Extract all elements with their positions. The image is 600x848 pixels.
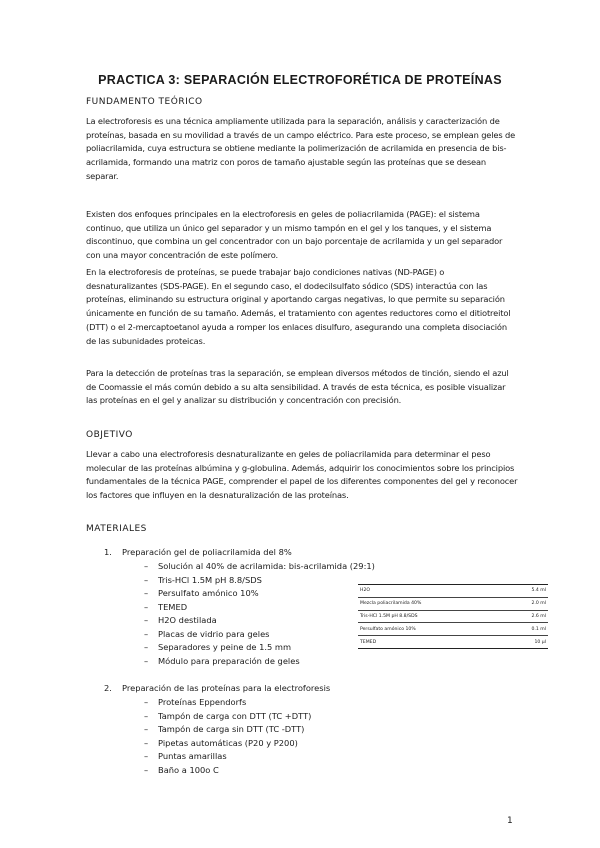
paragraph: Existen dos enfoques principales en la electroforesis en geles de poliacrilamida (PAGE): el sistema continuo, que utiliza un único gel separador y un mismo tampón en el gel y los tanques, y el sistema discontinuo, que combina un gel concentrador con un bajo porcentaje de acrilamida y un gel separador con una mayor concentración de este polímero. xyxy=(86,209,503,261)
dash: – xyxy=(144,764,149,775)
list-label: Preparación de las proteínas para la electroforesis xyxy=(122,683,331,693)
reagent: TEMED xyxy=(358,636,514,649)
table-row xyxy=(358,585,548,598)
sublist-item xyxy=(144,764,311,778)
dash: – xyxy=(144,642,149,652)
page-number: 1 xyxy=(507,816,513,826)
dash: – xyxy=(144,601,149,612)
table-row xyxy=(358,610,548,623)
paragraph: Para la detección de proteínas tras la separación, se emplean diversos métodos de tinción, siendo el azul de Coomassie el más común debido a su alta sensibilidad. A través de esta técnica, es posible visualizar las proteínas en el gel y analizar su distribución y concentración con precisión. xyxy=(86,368,509,406)
reagent: H2O xyxy=(358,585,514,598)
sublist-item-text: Placas de vidrio para geles xyxy=(158,628,270,639)
sublist-item xyxy=(144,587,375,601)
sublist-item-text: Baño a 100o C xyxy=(158,764,219,775)
reagent: Persulfato amónico 10% xyxy=(358,623,514,636)
volume: 2.6 ml xyxy=(514,610,548,623)
sublist-item xyxy=(144,710,311,724)
sublist-item-text: Pipetas automáticas (P20 y P200) xyxy=(158,737,298,748)
dash: – xyxy=(144,724,149,734)
dash: – xyxy=(144,655,149,666)
sublist-item-text: H2O destilada xyxy=(158,615,217,625)
list-item xyxy=(104,546,292,560)
volume: 2.0 ml xyxy=(514,597,548,610)
table-row xyxy=(358,636,548,649)
sublist-item-text: Puntas amarillas xyxy=(158,751,227,761)
dash: – xyxy=(144,710,149,721)
list-number: 2. xyxy=(104,683,112,693)
table-row xyxy=(358,597,548,610)
dash: – xyxy=(144,697,149,707)
sublist-item-text: TEMED xyxy=(158,601,188,612)
table-row xyxy=(358,623,548,636)
sublist-item xyxy=(144,655,375,669)
dash: – xyxy=(144,737,149,748)
sublist-item-text: Persulfato amónico 10% xyxy=(158,588,259,598)
sublist-item-text: Separadores y peine de 1.5 mm xyxy=(158,642,292,652)
gel-recipe-table xyxy=(358,584,548,649)
sublist-item xyxy=(144,574,375,588)
dash: – xyxy=(144,574,149,585)
volume: 5.4 ml xyxy=(514,585,548,598)
sublist-item xyxy=(144,737,311,751)
sublist-item-text: Módulo para preparación de geles xyxy=(158,655,300,666)
dash: – xyxy=(144,615,149,625)
paragraph: En la electroforesis de proteínas, se puede trabajar bajo condiciones nativas (ND-PAGE) o desnaturalizantes (SDS-PAGE). En el segundo caso, el dodecilsulfato sódico (SDS) interactúa con las proteínas, eliminando su estructura original y aportando cargas negativas, lo que permite su separación únicamente en función de su tamaño. Además, el tratamiento con agentes reductores como el ditiotreitol (DTT) o el 2-mercaptoetanol ayuda a romper los enlaces disulfuro, asegurando una completa disociación de las subunidades proteicas. xyxy=(86,267,511,346)
list-label: Preparación gel de poliacrilamida del 8% xyxy=(122,547,292,557)
sublist-item xyxy=(144,628,375,642)
paragraph: Llevar a cabo una electroforesis desnaturalizante en geles de poliacrilamida para determinar el peso molecular de las proteínas albúmina y g-globulina. Además, adquirir los conocimientos sobre los principios fundamentales de la técnica PAGE, comprender el papel de los diferentes componentes del gel y reconocer los factores que influyen en la desnaturalización de las proteínas. xyxy=(86,449,518,501)
sublist xyxy=(144,560,375,668)
sublist-item-text: Solución al 40% de acrilamida: bis-acrilamida (29:1) xyxy=(158,561,375,571)
volume: 10 µl xyxy=(514,636,548,649)
dash: – xyxy=(144,588,149,598)
sublist-item-text: Tampón de carga con DTT (TC +DTT) xyxy=(158,710,312,721)
page-title: PRACTICA 3: SEPARACIÓN ELECTROFORÉTICA DE PROTEÍNAS xyxy=(98,73,502,87)
list-number: 1. xyxy=(104,547,112,557)
reagent: Mezcla poliacrilamida 40% xyxy=(358,597,514,610)
list-item xyxy=(104,682,330,696)
sublist-item xyxy=(144,641,375,655)
sublist-item-text: Tris-HCl 1.5M pH 8.8/SDS xyxy=(158,574,262,585)
heading-fundamento: FUNDAMENTO TEÓRICO xyxy=(86,97,203,107)
reagent: Tris-HCl 1.5M pH 8.8/SDS xyxy=(358,610,514,623)
volume: 0.1 ml xyxy=(514,623,548,636)
sublist-item xyxy=(144,750,311,764)
sublist-item xyxy=(144,614,375,628)
sublist-item-text: Tampón de carga sin DTT (TC -DTT) xyxy=(158,724,305,734)
dash: – xyxy=(144,561,149,571)
sublist-item xyxy=(144,560,375,574)
sublist-item xyxy=(144,723,311,737)
sublist-item-text: Proteínas Eppendorfs xyxy=(158,697,247,707)
heading-materiales: MATERIALES xyxy=(86,524,147,534)
heading-objetivo: OBJETIVO xyxy=(86,430,133,440)
sublist xyxy=(144,696,311,777)
sublist-item xyxy=(144,601,375,615)
dash: – xyxy=(144,751,149,761)
sublist-item xyxy=(144,696,311,710)
paragraph: La electroforesis es una técnica ampliamente utilizada para la separación, análisis y caracterización de proteínas, basada en su movilidad a través de un campo eléctrico. Para este proceso, se emplean geles de poliacrilamida, cuya estructura se obtiene mediante la polimerización de acrilamida en presencia de bis-acrilamida, formando una matriz con poros de tamaño ajustable según las proteínas que se desean separar. xyxy=(86,116,516,181)
dash: – xyxy=(144,628,149,639)
